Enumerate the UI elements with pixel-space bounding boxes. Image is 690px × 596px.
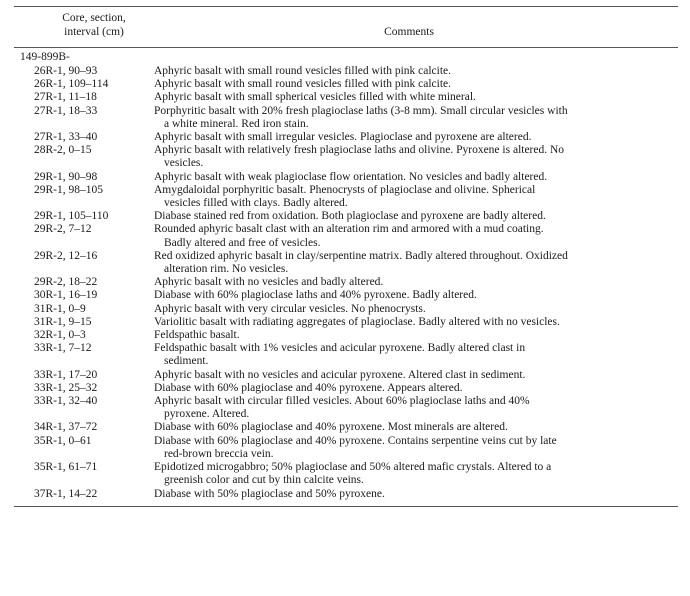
comment-line: Aphyric basalt with circular filled vesicles. About 60% plagioclase laths and 40% — [154, 395, 530, 408]
bottom-rule — [14, 506, 678, 507]
table-row — [14, 223, 678, 249]
core-interval: 33R-1, 25–32 — [34, 381, 98, 394]
table-row — [14, 184, 678, 210]
comment-line: Porphyritic basalt with 20% fresh plagioclase laths (3-8 mm). Small circular vesicles with — [154, 104, 568, 117]
table-row — [14, 91, 678, 104]
comment-line: greenish color and cut by thin calcite veins. — [164, 474, 364, 487]
comment-text — [154, 223, 659, 249]
comment-text — [154, 276, 659, 289]
comment-line: Diabase with 50% plagioclase and 50% pyroxene. — [154, 487, 385, 500]
comment-text — [154, 131, 659, 144]
table-row — [14, 144, 678, 170]
comment-text — [154, 329, 659, 342]
comment-text — [154, 395, 659, 421]
comments-column-header: Comments — [384, 26, 434, 38]
core-interval: 33R-1, 7–12 — [34, 342, 92, 355]
core-interval: 31R-1, 0–9 — [34, 302, 86, 315]
comment-line: Rounded aphyric basalt clast with an alteration rim and armored with a mud coating. — [154, 223, 544, 236]
comment-line: Diabase stained red from oxidation. Both plagioclase and pyroxene are badly altered. — [154, 210, 546, 223]
comment-line: Aphyric basalt with very circular vesicles. No phenocrysts. — [154, 302, 426, 315]
core-interval: 26R-1, 90–93 — [34, 65, 98, 77]
comment-text — [154, 250, 659, 276]
comment-line: Aphyric basalt with no vesicles and acicular pyroxene. Altered clast in sediment. — [154, 368, 526, 381]
comment-line: pyroxene. Altered. — [164, 408, 250, 421]
comment-line: a white mineral. Red iron stain. — [164, 117, 309, 130]
table-row — [14, 131, 678, 144]
comment-line: Diabase with 60% plagioclase and 40% pyroxene. Contains serpentine veins cut by late — [154, 434, 557, 447]
table-row — [14, 488, 678, 501]
core-interval: 29R-2, 18–22 — [34, 276, 98, 289]
table-row — [14, 289, 678, 302]
comment-line: Variolitic basalt with radiating aggregates of plagioclase. Badly altered with no vesicles. — [154, 315, 560, 328]
core-column-header — [39, 11, 149, 39]
comment-text — [154, 91, 659, 104]
table-row — [14, 171, 678, 184]
comment-text — [154, 78, 659, 91]
comment-text — [154, 382, 659, 395]
table-row — [14, 435, 678, 461]
comment-line: Epidotized microgabbro; 50% plagioclase and 50% altered mafic crystals. Altered to a — [154, 461, 552, 474]
core-interval: 28R-2, 0–15 — [34, 144, 92, 157]
table-row — [14, 78, 678, 91]
comment-line: Feldspathic basalt. — [154, 329, 240, 342]
comment-line: Aphyric basalt with small irregular vesicles. Plagioclase and pyroxene are altered. — [154, 131, 532, 144]
comment-line: Aphyric basalt with relatively fresh plagioclase laths and olivine. Pyroxene is altered. No — [154, 144, 565, 157]
comment-line: Diabase with 60% plagioclase and 40% pyroxene. Appears altered. — [154, 381, 463, 394]
comment-text — [154, 369, 659, 382]
core-interval: 29R-2, 12–16 — [34, 249, 98, 262]
core-interval: 32R-1, 0–3 — [34, 329, 86, 342]
comment-line: Badly altered and free of vesicles. — [164, 236, 321, 249]
core-interval: 30R-1, 16–19 — [34, 289, 98, 302]
comment-line: vesicles filled with clays. Badly altered. — [164, 197, 348, 210]
comment-line: alteration rim. No vesicles. — [164, 263, 289, 276]
table-header — [14, 7, 678, 47]
table-row — [14, 276, 678, 289]
comment-line: Aphyric basalt with no vesicles and badly altered. — [154, 276, 384, 289]
core-interval: 29R-1, 90–98 — [34, 170, 98, 183]
core-header-line-2: interval (cm) — [64, 26, 124, 38]
core-interval: 26R-1, 109–114 — [34, 78, 109, 91]
table-row — [14, 421, 678, 434]
core-interval: 31R-1, 9–15 — [34, 315, 92, 328]
table-row — [14, 105, 678, 131]
comment-text — [154, 316, 659, 329]
comment-line: Diabase with 60% plagioclase laths and 40% pyroxene. Badly altered. — [154, 289, 477, 302]
comment-text — [154, 303, 659, 316]
comment-line: red-brown breccia vein. — [164, 447, 274, 460]
comment-text — [154, 105, 659, 131]
comment-line: Amygdaloidal porphyritic basalt. Phenocrysts of plagioclase and olivine. Spherical — [154, 183, 536, 196]
table-row — [14, 329, 678, 342]
table-row — [14, 342, 678, 368]
comment-text — [154, 210, 659, 223]
core-interval: 33R-1, 32–40 — [34, 395, 98, 408]
comment-line: Aphyric basalt with weak plagioclase flow orientation. No vesicles and badly altered. — [154, 170, 548, 183]
core-interval: 35R-1, 61–71 — [34, 461, 98, 474]
comment-text — [154, 144, 659, 170]
comment-line: sediment. — [164, 355, 209, 368]
comment-text — [154, 342, 659, 368]
comment-text — [154, 184, 659, 210]
comment-text — [154, 461, 659, 487]
table-row — [14, 65, 678, 78]
core-interval: 33R-1, 17–20 — [34, 368, 98, 381]
comment-text — [154, 289, 659, 302]
core-header-line-1: Core, section, — [62, 12, 126, 24]
core-interval: 37R-1, 14–22 — [34, 487, 98, 500]
comment-line: Red oxidized aphyric basalt in clay/serpentine matrix. Badly altered throughout. Oxidized — [154, 249, 568, 262]
core-interval: 29R-2, 7–12 — [34, 223, 92, 236]
comment-line: Aphyric basalt with small spherical vesicles filled with white mineral. — [154, 91, 476, 104]
comment-line: vesicles. — [164, 157, 204, 170]
core-interval: 27R-1, 11–18 — [34, 91, 97, 104]
core-interval: 29R-1, 98–105 — [34, 183, 103, 196]
core-interval: 27R-1, 33–40 — [34, 131, 98, 144]
comment-text — [154, 421, 659, 434]
core-interval: 35R-1, 0–61 — [34, 434, 92, 447]
core-interval: 34R-1, 37–72 — [34, 421, 98, 434]
comment-text — [154, 488, 659, 501]
hole-label: 149-899B- — [20, 51, 70, 63]
comment-text — [154, 65, 659, 78]
comment-line: Feldspathic basalt with 1% vesicles and acicular pyroxene. Badly altered clast in — [154, 342, 526, 355]
comment-line: Diabase with 60% plagioclase and 40% pyroxene. Most minerals are altered. — [154, 421, 508, 434]
table-row — [14, 303, 678, 316]
comment-line: Aphyric basalt with small round vesicles filled with pink calcite. — [154, 78, 452, 91]
table-row — [14, 461, 678, 487]
table-row — [14, 369, 678, 382]
table-row — [14, 210, 678, 223]
table-row — [14, 395, 678, 421]
comment-text — [154, 171, 659, 184]
comment-text — [154, 435, 659, 461]
core-interval: 27R-1, 18–33 — [34, 104, 98, 117]
table-row — [14, 382, 678, 395]
comments-table — [14, 6, 678, 507]
table-row — [14, 250, 678, 276]
table-body — [14, 65, 678, 501]
table-row — [14, 316, 678, 329]
comment-line: Aphyric basalt with small round vesicles filled with pink calcite. — [154, 65, 452, 77]
core-interval: 29R-1, 105–110 — [34, 210, 109, 223]
